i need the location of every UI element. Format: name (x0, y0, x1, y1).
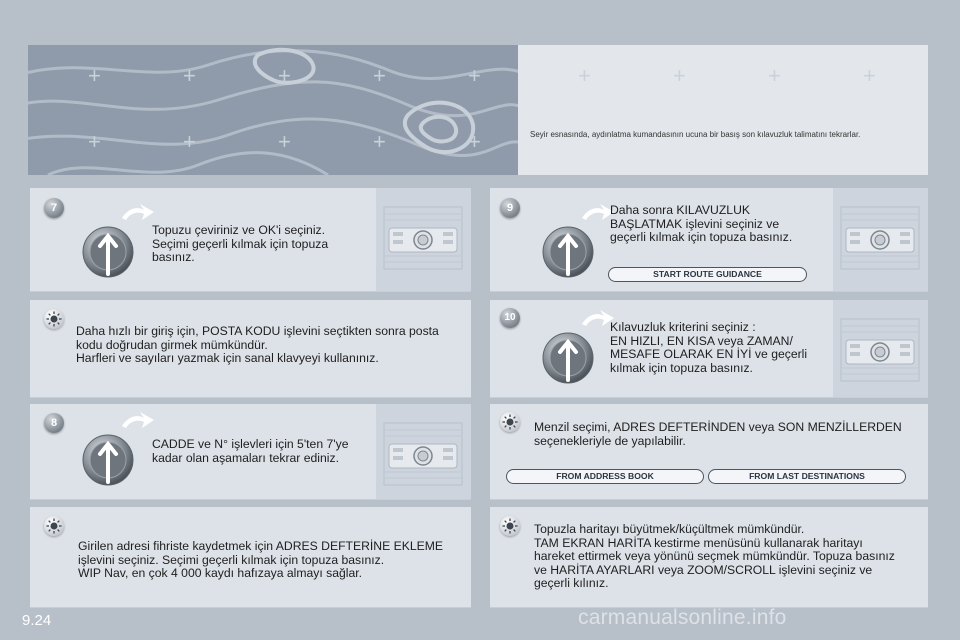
from-last-destinations-button[interactable]: FROM LAST DESTINATIONS (708, 469, 906, 484)
tip-postcode-panel (30, 300, 471, 398)
svg-text:+: + (88, 129, 101, 154)
svg-text:+: + (88, 63, 101, 88)
tip-lightbulb-icon (500, 412, 520, 432)
tip-address-book-panel (30, 507, 471, 608)
rotary-knob-icon (532, 308, 622, 398)
step-8-badge: 8 (44, 413, 64, 433)
svg-text:+: + (578, 63, 591, 88)
svg-text:+: + (768, 63, 781, 88)
svg-text:+: + (278, 63, 291, 88)
tip-destination-panel (490, 404, 928, 500)
step-8-panel (30, 404, 471, 500)
tip-lightbulb-icon (500, 516, 520, 536)
tip-map-panel (490, 507, 928, 608)
tip-map-text: Topuzla haritayı büyütmek/küçültmek mümkündür. TAM EKRAN HARİTA kestirme menüsünü kullanarak haritayı hareket ettirmek veya yönünü seçmek mümkündür. Topuza basınız ve HARİTA AYARLARI veya ZOOM/SCROLL işlevini seçiniz ve geçerli kılınız. (534, 522, 895, 591)
step-7-badge: 7 (44, 198, 64, 218)
start-route-guidance-button[interactable]: START ROUTE GUIDANCE (608, 267, 807, 282)
guidance-repeat-note: Seyir esnasında, aydınlatma kumandasının ucuna bir basış son kılavuzluk talimatını tekrarlar. (530, 130, 861, 139)
step-8-text: CADDE ve N° işlevleri için 5'ten 7'ye kadar olan aşamaları tekrar ediniz. (152, 437, 349, 465)
radio-unit-illustration (840, 318, 920, 382)
svg-text:+: + (863, 63, 876, 88)
rotary-knob-icon (72, 410, 162, 500)
svg-text:+: + (278, 129, 291, 154)
svg-text:+: + (183, 129, 196, 154)
banner-crosses-right (518, 45, 928, 105)
rotary-knob-icon (72, 202, 162, 292)
page-number: 9.24 (22, 612, 52, 629)
step-9-text: Daha sonra KILAVUZLUK BAŞLATMAK işlevini seçiniz ve geçerli kılmak için topuza basınız. (610, 203, 793, 245)
radio-unit-illustration (840, 206, 920, 270)
svg-text:+: + (673, 63, 686, 88)
tip-lightbulb-icon (44, 309, 64, 329)
radio-unit-panel (376, 188, 471, 291)
step-10-panel (490, 300, 928, 398)
radio-unit-illustration (383, 206, 463, 270)
svg-text:+: + (468, 63, 481, 88)
step-10-badge: 10 (500, 308, 520, 328)
topographic-map-illustration (28, 45, 518, 175)
svg-text:+: + (468, 129, 481, 154)
step-7-text: Topuzu çeviriniz ve OK'i seçiniz. Seçimi geçerli kılmak için topuza basınız. (152, 223, 329, 265)
step-9-panel (490, 188, 928, 292)
step-10-text: Kılavuzluk kriterini seçiniz : EN HIZLI, EN KISA veya ZAMAN/ MESAFE OLARAK EN İYİ ve geçerli kılmak için topuza basınız. (610, 320, 808, 375)
tip-address-book-text: Girilen adresi fihriste kaydetmek için ADRES DEFTERİNE EKLEME işlevini seçiniz. Seçimi geçerli kılmak için topuza basınız. WIP Nav, en çok 4 000 kaydı hafızaya almayı sağlar. (78, 539, 444, 581)
radio-unit-panel (376, 404, 471, 499)
step-7-panel (30, 188, 471, 292)
tip-lightbulb-icon (44, 516, 64, 536)
tip-destination-text: Menzil seçimi, ADRES DEFTERİNDEN veya SON MENZİLLERDEN seçenekleriyle de yapılabilir. (534, 420, 902, 448)
svg-text:+: + (183, 63, 196, 88)
radio-unit-panel (833, 300, 928, 397)
svg-text:+: + (373, 63, 386, 88)
watermark: carmanualsonline.info (578, 606, 787, 629)
from-address-book-button[interactable]: FROM ADDRESS BOOK (506, 469, 704, 484)
step-9-badge: 9 (500, 198, 520, 218)
radio-unit-panel (833, 188, 928, 291)
top-banner (28, 45, 928, 175)
radio-unit-illustration (383, 422, 463, 486)
tip-postcode-text: Daha hızlı bir giriş için, POSTA KODU işlevini seçtikten sonra posta kodu doğrudan girmek mümkündür. Harfleri ve sayıları yazmak için sanal klavyeyi kullanınız. (76, 324, 439, 366)
svg-text:+: + (373, 129, 386, 154)
